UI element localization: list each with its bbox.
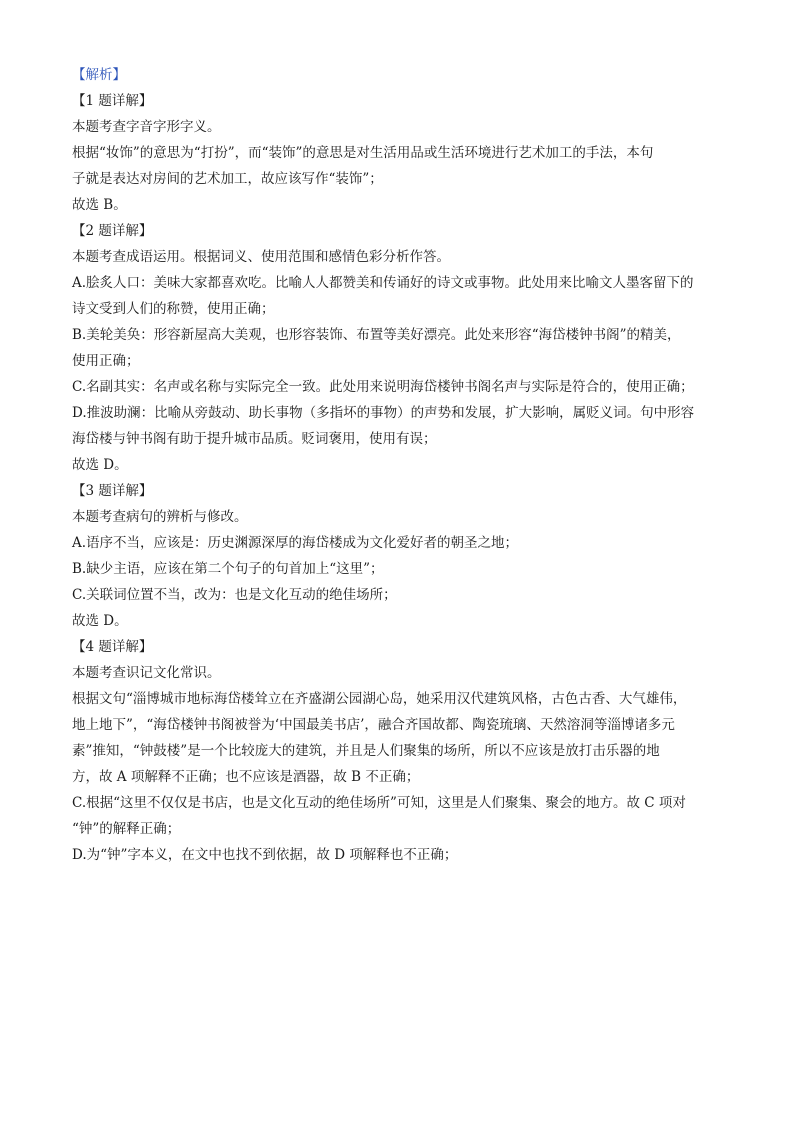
text-line: 方，故 A 项解释不正确；也不应该是酒器，故 B 不正确； xyxy=(72,769,420,785)
text-line: B.缺少主语，应该在第二个句子的句首加上“这里”； xyxy=(72,561,384,577)
text-line: A.语序不当，应该是：历史渊源深厚的海岱楼成为文化爱好者的朝圣之地； xyxy=(72,535,519,551)
answer-line: 故选 B。 xyxy=(72,197,127,213)
document-body xyxy=(72,62,722,868)
text-line: 素”推知，“钟鼓楼”是一个比较庞大的建筑，并且是人们聚集的场所，所以不应该是放打击乐器的地 xyxy=(72,743,660,759)
answer-line: 故选 D。 xyxy=(72,613,128,629)
section-label-jiexi: 【解析】 xyxy=(72,67,126,83)
text-line: D.为“钟”字本义，在文中也找不到依据，故 D 项解释也不正确； xyxy=(72,847,458,863)
text-line: “钟”的解释正确； xyxy=(72,821,181,837)
text-line: A.脍炙人口：美味大家都喜欢吃。比喻人人都赞美和传诵好的诗文或事物。此处用来比喻文人墨客留下的 xyxy=(72,275,694,291)
text-line: C.关联词位置不当，改为：也是文化互动的绝佳场所； xyxy=(72,587,397,603)
text-line: D.推波助澜：比喻从旁鼓动、助长事物（多指坏的事物）的声势和发展，扩大影响，属贬义词。句中形容 xyxy=(72,405,695,421)
text-line: 使用正确； xyxy=(72,353,140,369)
text-line: 根据文句“淄博城市地标海岱楼耸立在齐盛湖公园湖心岛，她采用汉代建筑风格，古色古香、大气雄伟， xyxy=(72,691,687,707)
text-line: 本题考查识记文化常识。 xyxy=(72,665,221,681)
text-line: 本题考查字音字形字义。 xyxy=(72,119,221,135)
question-4-heading: 【4 题详解】 xyxy=(72,639,153,655)
answer-line: 故选 D。 xyxy=(72,457,128,473)
text-line: 海岱楼与钟书阁有助于提升城市品质。贬词褒用，使用有误； xyxy=(72,431,437,447)
question-2-heading: 【2 题详解】 xyxy=(72,223,153,239)
text-line: C.根据“这里不仅仅是书店，也是文化互动的绝佳场所”可知，这里是人们聚集、聚会的地方。故 C 项对 xyxy=(72,795,686,811)
question-3-heading: 【3 题详解】 xyxy=(72,483,153,499)
text-line: 子就是表达对房间的艺术加工，故应该写作“装饰”； xyxy=(72,171,383,187)
text-line: 根据“妆饰”的意思为“打扮”，而“装饰”的意思是对生活用品或生活环境进行艺术加工的手法，本句 xyxy=(72,145,654,161)
text-line: 诗文受到人们的称赞，使用正确； xyxy=(72,301,275,317)
text-line: B.美轮美奂：形容新屋高大美观，也形容装饰、布置等美好漂亮。此处来形容“海岱楼钟书阁”的精美， xyxy=(72,327,681,343)
question-1-heading: 【1 题详解】 xyxy=(72,93,153,109)
text-line: 本题考查病句的辨析与修改。 xyxy=(72,509,248,525)
text-line: 本题考查成语运用。根据词义、使用范围和感情色彩分析作答。 xyxy=(72,249,450,265)
text-line: 地上地下”，“海岱楼钟书阁被誉为‘中国最美书店’，融合齐国故都、陶瓷琉璃、天然溶洞等淄博诸多元 xyxy=(72,717,675,733)
text-line: C.名副其实：名声或名称与实际完全一致。此处用来说明海岱楼钟书阁名声与实际是符合的，使用正确； xyxy=(72,379,694,395)
